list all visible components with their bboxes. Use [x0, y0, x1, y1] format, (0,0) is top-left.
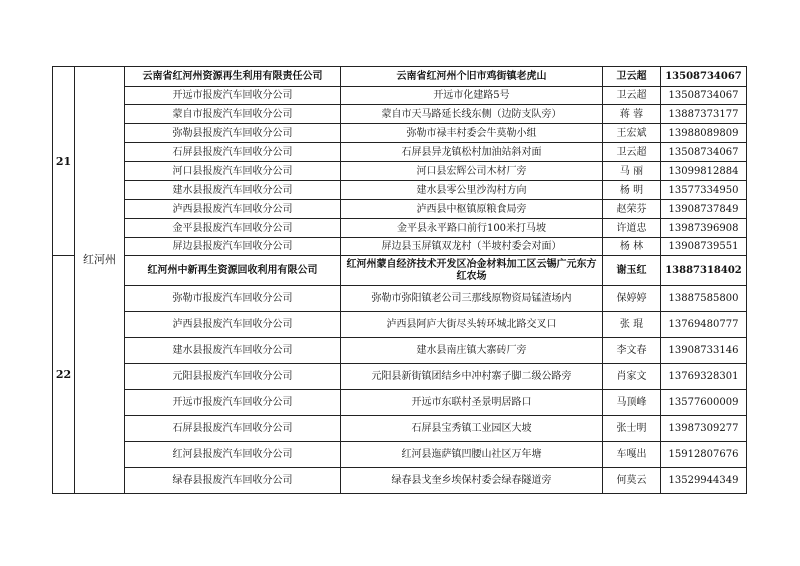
table-row: [53, 67, 747, 87]
table-row: [53, 442, 747, 468]
company-cell: 建水县报废汽车回收分公司: [125, 338, 341, 364]
company-cell: 元阳县报废汽车回收分公司: [125, 364, 341, 390]
address-cell: 屏边县玉屏镇双龙村（半坡村委会对面）: [341, 238, 603, 256]
company-cell: 开远市报废汽车回收分公司: [125, 87, 341, 105]
table-row: [53, 286, 747, 312]
company-cell: 红河州中新再生资源回收利用有限公司: [125, 256, 341, 286]
contact-cell: 肖家文: [603, 364, 661, 390]
company-cell: 红河县报废汽车回收分公司: [125, 442, 341, 468]
phone-cell: 13908739551: [661, 238, 747, 256]
company-cell: 石屏县报废汽车回收分公司: [125, 416, 341, 442]
address-cell: 红河县迤萨镇凹腰山社区万年塘: [341, 442, 603, 468]
address-cell: 开远市化建路5号: [341, 87, 603, 105]
company-cell: 泸西县报废汽车回收分公司: [125, 312, 341, 338]
company-cell: 绿春县报废汽车回收分公司: [125, 468, 341, 494]
phone-cell: 15912807676: [661, 442, 747, 468]
table-row: [53, 256, 747, 286]
contact-cell: 张士明: [603, 416, 661, 442]
contact-cell: 何莫云: [603, 468, 661, 494]
contact-cell: 赵荣芬: [603, 200, 661, 219]
address-cell: 云南省红河州个旧市鸡街镇老虎山: [341, 67, 603, 87]
phone-cell: 13769480777: [661, 312, 747, 338]
table-row: [53, 124, 747, 143]
address-cell: 建水县南庄镇大寨砖厂旁: [341, 338, 603, 364]
table-row: [53, 416, 747, 442]
table-row: [53, 181, 747, 200]
table-row: [53, 162, 747, 181]
phone-cell: 13099812884: [661, 162, 747, 181]
phone-cell: 13987309277: [661, 416, 747, 442]
phone-cell: 13887373177: [661, 105, 747, 124]
contact-cell: 马 丽: [603, 162, 661, 181]
contact-cell: 许道忠: [603, 219, 661, 238]
table-row: [53, 219, 747, 238]
phone-cell: 13908737849: [661, 200, 747, 219]
phone-cell: 13577600009: [661, 390, 747, 416]
contact-cell: 保婷婷: [603, 286, 661, 312]
address-cell: 红河州蒙自经济技术开发区冶金材料加工区云锡广元东方红农场: [341, 256, 603, 286]
company-cell: 蒙自市报废汽车回收分公司: [125, 105, 341, 124]
contact-cell: 马顶峰: [603, 390, 661, 416]
region-cell: 红河州: [75, 67, 125, 494]
table-row: [53, 364, 747, 390]
company-cell: 屏边县报废汽车回收分公司: [125, 238, 341, 256]
address-cell: 石屏县异龙镇松村加油站斜对面: [341, 143, 603, 162]
phone-cell: 13988089809: [661, 124, 747, 143]
address-cell: 泸西县阿庐大街尽头转环城北路交叉口: [341, 312, 603, 338]
contact-cell: 卫云超: [603, 67, 661, 87]
group-number: 21: [53, 67, 75, 256]
phone-cell: 13987396908: [661, 219, 747, 238]
table-row: [53, 87, 747, 105]
address-cell: 绿春县戈奎乡埃保村委会绿春隧道旁: [341, 468, 603, 494]
contact-cell: 卫云超: [603, 143, 661, 162]
phone-cell: 13769328301: [661, 364, 747, 390]
company-cell: 开远市报废汽车回收分公司: [125, 390, 341, 416]
phone-cell: 13508734067: [661, 67, 747, 87]
contact-cell: 李文春: [603, 338, 661, 364]
contact-cell: 卫云超: [603, 87, 661, 105]
group-number: 22: [53, 256, 75, 494]
company-cell: 云南省红河州资源再生利用有限责任公司: [125, 67, 341, 87]
company-cell: 弥勒市报废汽车回收分公司: [125, 286, 341, 312]
table-body: [53, 67, 747, 494]
phone-cell: 13887318402: [661, 256, 747, 286]
contact-cell: 杨 林: [603, 238, 661, 256]
table-row: [53, 143, 747, 162]
address-cell: 弥勒市弥阳镇老公司三那线原物资局锰渣场内: [341, 286, 603, 312]
address-cell: 石屏县宝秀镇工业园区大坡: [341, 416, 603, 442]
table-row: [53, 238, 747, 256]
phone-cell: 13577334950: [661, 181, 747, 200]
address-cell: 开远市东联村圣景明居路口: [341, 390, 603, 416]
address-cell: 蒙自市天马路延长线东侧（边防支队旁）: [341, 105, 603, 124]
company-cell: 弥勒县报废汽车回收分公司: [125, 124, 341, 143]
phone-cell: 13887585800: [661, 286, 747, 312]
phone-cell: 13529944349: [661, 468, 747, 494]
company-cell: 建水县报废汽车回收分公司: [125, 181, 341, 200]
address-cell: 金平县永平路口前行100米打马坡: [341, 219, 603, 238]
table-row: [53, 390, 747, 416]
contact-cell: 谢玉红: [603, 256, 661, 286]
phone-cell: 13908733146: [661, 338, 747, 364]
table-row: [53, 105, 747, 124]
company-cell: 河口县报废汽车回收分公司: [125, 162, 341, 181]
address-cell: 泸西县中枢镇原粮食局旁: [341, 200, 603, 219]
contact-cell: 杨 明: [603, 181, 661, 200]
contact-cell: 蒋 蓉: [603, 105, 661, 124]
address-cell: 河口县宏辉公司木材厂旁: [341, 162, 603, 181]
company-cell: 石屏县报废汽车回收分公司: [125, 143, 341, 162]
table-row: [53, 200, 747, 219]
contact-cell: 张 琨: [603, 312, 661, 338]
company-cell: 泸西县报废汽车回收分公司: [125, 200, 341, 219]
phone-cell: 13508734067: [661, 87, 747, 105]
table-row: [53, 338, 747, 364]
phone-cell: 13508734067: [661, 143, 747, 162]
contact-cell: 王宏斌: [603, 124, 661, 143]
address-cell: 元阳县新街镇团结乡中冲村寨子脚二级公路旁: [341, 364, 603, 390]
address-cell: 弥勒市禄丰村委会牛莫勒小组: [341, 124, 603, 143]
contact-cell: 车嘎出: [603, 442, 661, 468]
recycling-sites-table: [52, 66, 747, 494]
address-cell: 建水县零公里沙沟村方向: [341, 181, 603, 200]
table-row: [53, 468, 747, 494]
company-cell: 金平县报废汽车回收分公司: [125, 219, 341, 238]
table-row: [53, 312, 747, 338]
